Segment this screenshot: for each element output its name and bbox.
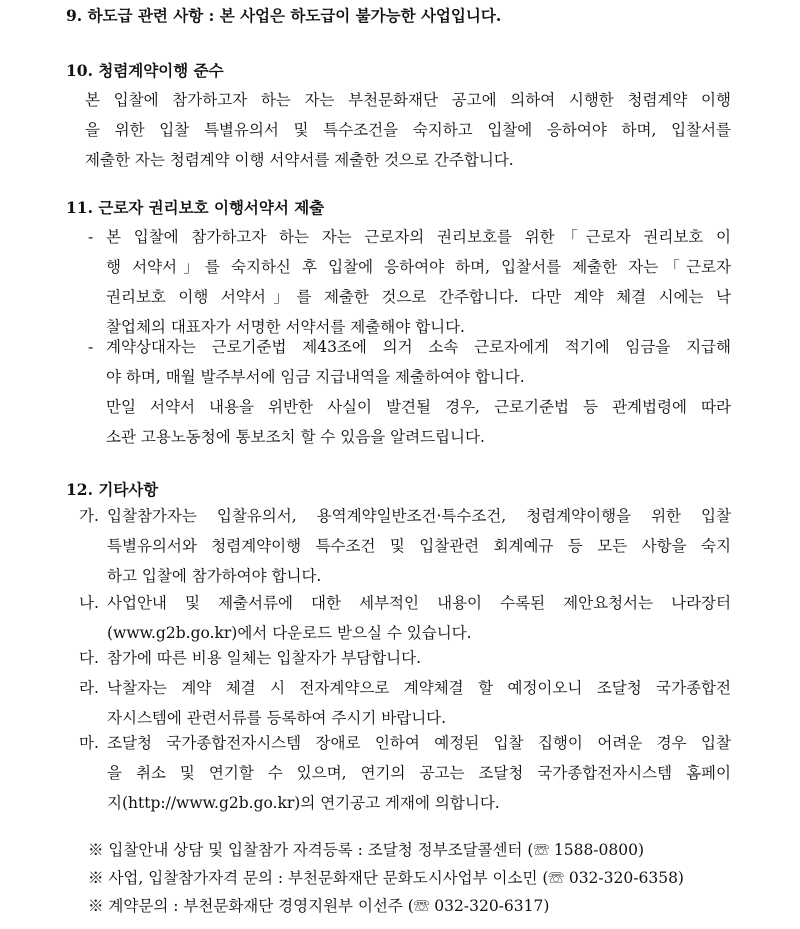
text-line: 계약상대자는 근로기준법 제43조에 의거 소속 근로자에게 적기에 임금을 지급해	[106, 338, 731, 356]
section-12-heading: 12. 기타사항	[66, 480, 159, 499]
text-line: 을 취소 및 연기할 수 있으며, 연기의 공고는 조달청 국가종합전자시스템 홈페이	[107, 764, 731, 782]
item-marker: 가.	[79, 507, 99, 525]
item-marker: 마.	[79, 734, 99, 752]
text-line: 사업안내 및 제출서류에 대한 세부적인 내용이 수록된 제안요청서는 나라장터	[107, 594, 731, 612]
section-12-item-na	[107, 588, 731, 648]
text-line: 권리보호 이행 서약서」를 제출한 것으로 간주합니다. 다만 계약 체결 시에는 낙	[106, 288, 731, 306]
text-line: 하고 입찰에 참가하여야 합니다.	[107, 567, 322, 585]
text-line: 특별유의서와 청렴계약이행 특수조건 및 입찰관련 회계예규 등 모든 사항을 숙지	[107, 537, 731, 555]
section-11-item-2	[106, 332, 731, 452]
section-10-body	[85, 85, 731, 175]
text-line: 야 하며, 매월 발주부서에 임금 지급내역을 제출하여야 합니다.	[106, 368, 525, 386]
item-marker: 다.	[79, 649, 99, 667]
text-line: 조달청 국가종합전자시스템 장애로 인하여 예정된 입찰 집행이 어려운 경우 입찰	[107, 734, 731, 752]
text-line: 찰업체의 대표자가 서명한 서약서를 제출해야 합니다.	[106, 318, 465, 336]
text-line: 자시스템에 관련서류를 등록하여 주시기 바랍니다.	[107, 709, 447, 727]
text-line: 만일 서약서 내용을 위반한 사실이 발견될 경우, 근로기준법 등 관계법령에 따라	[106, 398, 731, 416]
section-12-item-da	[107, 643, 731, 673]
section-11-heading: 11. 근로자 권리보호 이행서약서 제출	[66, 198, 325, 217]
section-12-item-ra	[107, 673, 731, 733]
text-line: 본 입찰에 참가하고자 하는 자는 부천문화재단 공고에 의하여 시행한 청렴계약 이행	[85, 91, 731, 109]
text-line: (www.g2b.go.kr)에서 다운로드 받으실 수 있습니다.	[107, 624, 472, 642]
text-line: 행 서약서」를 숙지하신 후 입찰에 응하여야 하며, 입찰서를 제출한 자는「근로자	[106, 258, 731, 276]
text-line: 낙찰자는 계약 체결 시 전자계약으로 계약체결 할 예정이오니 조달청 국가종합전	[107, 679, 731, 697]
item-dash-marker: -	[88, 228, 94, 246]
contact-note: ※ 계약문의 : 부천문화재단 경영지원부 이선주 (☏ 032-320-6317)	[88, 897, 550, 915]
section-12-item-ma	[107, 728, 731, 818]
section-10-heading: 10. 청렴계약이행 준수	[66, 61, 224, 80]
text-line: 본 입찰에 참가하고자 하는 자는 근로자의 권리보호를 위한「근로자 권리보호 이	[106, 228, 731, 246]
text-line: 지(http://www.g2b.go.kr)의 연기공고 게재에 의합니다.	[107, 794, 500, 812]
contact-note: ※ 사업, 입찰참가자격 문의 : 부천문화재단 문화도시사업부 이소민 (☏ 032-320-6358)	[88, 869, 684, 887]
text-line: 소관 고용노동청에 통보조치 할 수 있음을 알려드립니다.	[106, 428, 485, 446]
section-11-item-1	[106, 222, 731, 342]
text-line: 입찰참가자는 입찰유의서, 용역계약일반조건·특수조건, 청렴계약이행을 위한 입찰	[107, 507, 731, 525]
contact-note: ※ 입찰안내 상담 및 입찰참가 자격등록 : 조달청 정부조달콜센터 (☏ 1588-0800)	[88, 841, 645, 859]
text-line: 참가에 따른 비용 일체는 입찰자가 부담합니다.	[107, 649, 422, 667]
section-12-item-ga	[107, 501, 731, 591]
section-9-heading: 9. 하도급 관련 사항 : 본 사업은 하도급이 불가능한 사업입니다.	[66, 6, 502, 25]
text-line: 을 위한 입찰 특별유의서 및 특수조건을 숙지하고 입찰에 응하여야 하며, 입찰서를	[85, 121, 731, 139]
item-dash-marker: -	[88, 338, 94, 356]
item-marker: 라.	[79, 679, 99, 697]
item-marker: 나.	[79, 594, 99, 612]
text-line: 제출한 자는 청렴계약 이행 서약서를 제출한 것으로 간주합니다.	[85, 151, 514, 169]
